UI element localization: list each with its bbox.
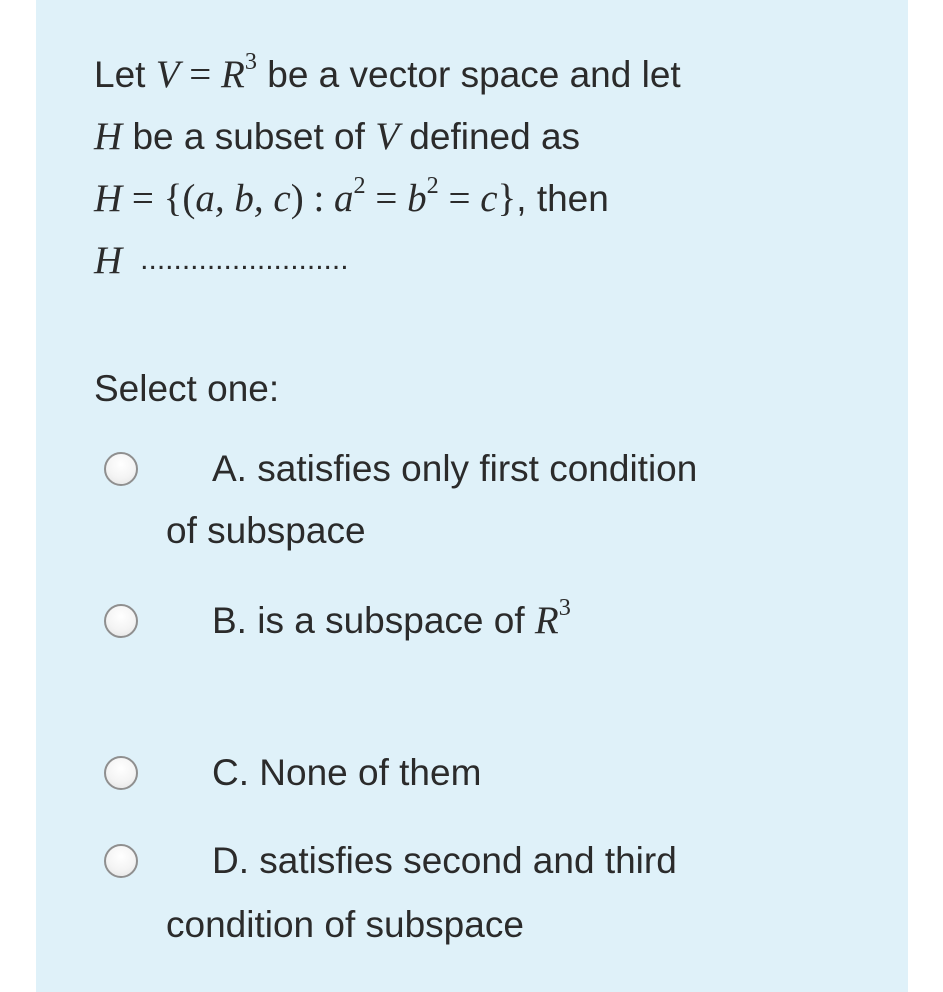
option-d-radio[interactable] <box>104 844 138 878</box>
question-text <box>94 44 854 292</box>
question-line-2 <box>94 106 854 168</box>
math-V: V <box>155 53 180 96</box>
option-b-label[interactable] <box>212 590 571 652</box>
math-H: H <box>94 239 123 282</box>
question-text-segment: , then <box>516 178 609 219</box>
math-R3 <box>221 48 257 96</box>
math-b: b <box>407 177 427 220</box>
math-exponent: 3 <box>244 48 257 76</box>
question-line-1 <box>94 44 854 106</box>
math-H: H <box>94 115 123 158</box>
option-b-radio[interactable] <box>104 604 138 638</box>
math-a-squared <box>334 172 366 220</box>
option-d-label-line-1[interactable]: D. satisfies second and third <box>212 840 677 881</box>
question-text-segment: Let <box>94 54 156 95</box>
math-exponent: 3 <box>558 594 571 622</box>
question-text-segment: be a subset of <box>122 116 376 157</box>
option-b-label-text[interactable]: B. is a subspace of <box>212 600 535 641</box>
option-c-radio[interactable] <box>104 756 138 790</box>
math-c: c <box>480 177 498 220</box>
math-exponent: 2 <box>353 172 366 200</box>
math-such-that: ) : <box>290 177 335 220</box>
question-text-segment: be a vector space and let <box>256 54 681 95</box>
question-line-4 <box>94 230 854 292</box>
option-d[interactable] <box>94 830 854 954</box>
blank-dots: ......................... <box>140 243 349 276</box>
math-R: R <box>534 599 559 642</box>
option-b[interactable] <box>94 590 854 652</box>
math-set-close: } <box>497 177 517 220</box>
math-exponent: 2 <box>426 172 439 200</box>
math-a: a <box>334 177 354 220</box>
math-equals: = <box>365 177 408 220</box>
math-R3 <box>534 594 571 642</box>
option-d-label-line-2[interactable]: condition of subspace <box>166 904 524 945</box>
math-equals: = <box>122 177 164 220</box>
option-c-label[interactable]: C. None of them <box>212 752 482 793</box>
math-set-open: {( <box>163 177 196 220</box>
math-variables: a, b, c <box>195 177 291 220</box>
question-text-segment: defined as <box>399 116 581 157</box>
option-a-label-line-1[interactable]: A. satisfies only first condition <box>212 448 698 489</box>
math-b-squared <box>407 172 439 220</box>
option-a[interactable] <box>94 438 854 558</box>
math-R: R <box>221 53 245 96</box>
option-c[interactable] <box>94 742 854 804</box>
option-a-radio[interactable] <box>104 452 138 486</box>
math-V: V <box>375 115 400 158</box>
math-equals: = <box>438 177 481 220</box>
question-line-3 <box>94 168 854 230</box>
select-one-label: Select one: <box>94 368 280 409</box>
math-equals: = <box>179 53 222 96</box>
option-a-label-line-2[interactable]: of subspace <box>166 510 366 551</box>
math-H: H <box>94 177 123 220</box>
